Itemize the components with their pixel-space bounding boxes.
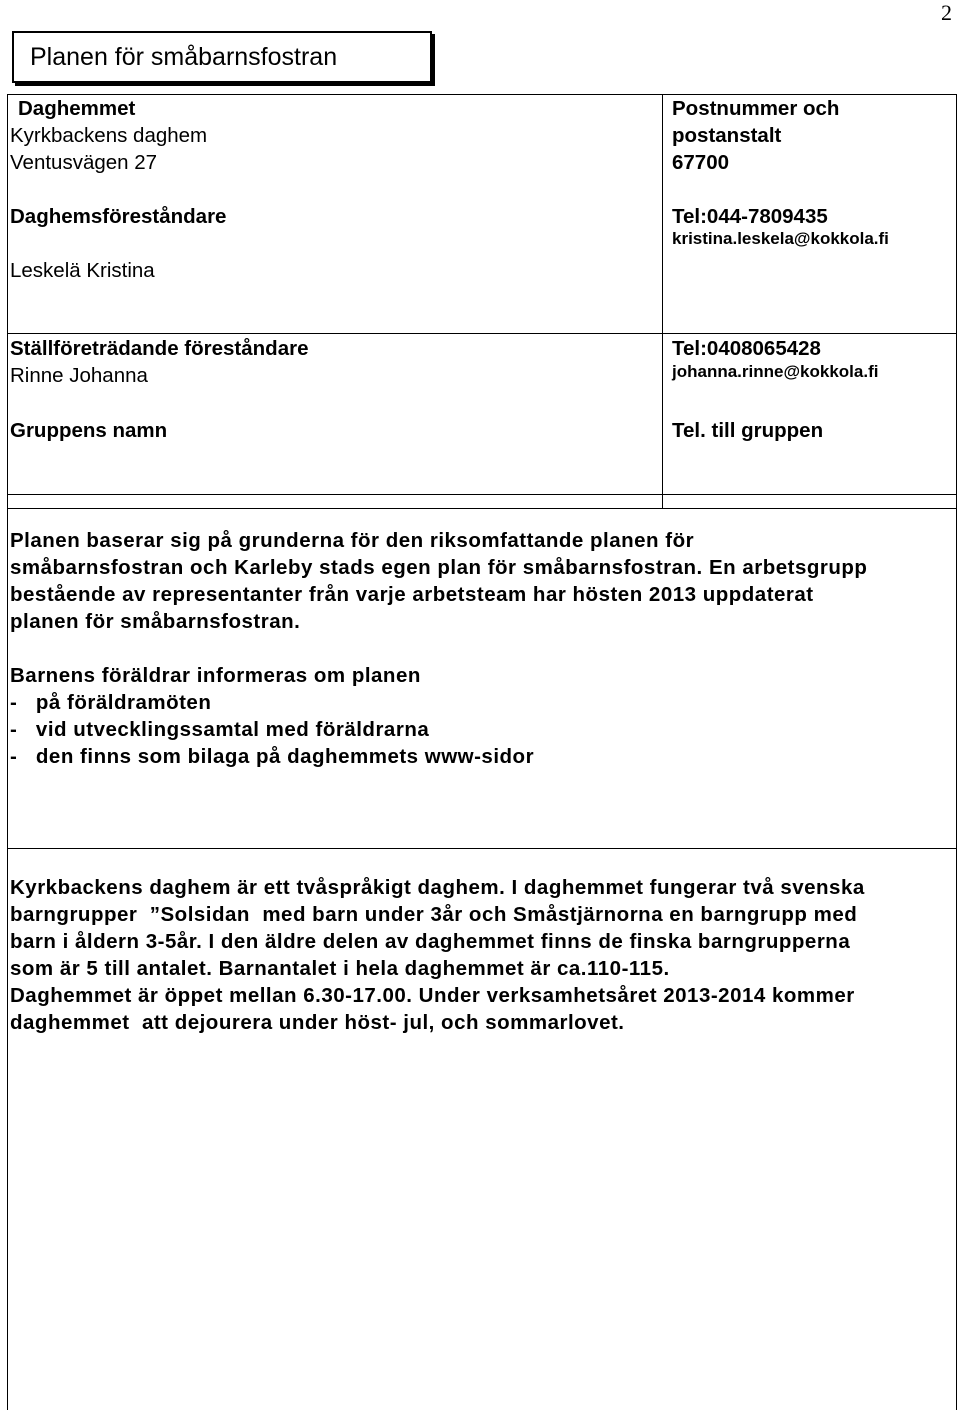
info-bullet: - vid utvecklingssamtal med föräldrarna (10, 718, 430, 741)
daghemmet-name: Kyrkbackens daghem (10, 124, 208, 147)
postnummer-label-line1: Postnummer och (672, 97, 840, 120)
plan-paragraph-line: småbarnsfostran och Karleby stads egen plan för småbarnsfostran. En arbetsgrupp (10, 556, 868, 579)
info-bullet: - den finns som bilaga på daghemmets www-sidor (10, 745, 535, 768)
gruppens-namn-label: Gruppens namn (10, 419, 168, 442)
page-title: Planen för småbarnsfostran (30, 43, 338, 71)
postnummer-value: 67700 (672, 151, 730, 174)
forestandare-email[interactable]: kristina.leskela@kokkola.fi (672, 229, 889, 248)
table-row-divider (7, 848, 957, 849)
table-column-divider (662, 94, 663, 494)
stallforetradande-name: Rinne Johanna (10, 364, 148, 387)
plan-paragraph-line: Planen baserar sig på grunderna för den riksomfattande planen för (10, 529, 695, 552)
forestandare-name: Leskelä Kristina (10, 259, 155, 282)
forestandare-label: Daghemsföreståndare (10, 205, 227, 228)
table-column-divider-stub (662, 494, 663, 508)
plan-paragraph-line: planen för småbarnsfostran. (10, 610, 301, 633)
daghem-paragraph-line: barngrupper ”Solsidan med barn under 3år och Småstjärnorna en barngrupp med (10, 903, 858, 926)
daghemmet-address: Ventusvägen 27 (10, 151, 158, 174)
table-row-divider (7, 333, 957, 334)
stallforetradande-phone: Tel:0408065428 (672, 337, 821, 360)
daghemmet-label: Daghemmet (18, 97, 136, 120)
title-box (12, 31, 432, 83)
stallforetradande-email[interactable]: johanna.rinne@kokkola.fi (672, 362, 879, 381)
daghem-paragraph-line: daghemmet att dejourera under höst- jul, och sommarlovet. (10, 1011, 625, 1034)
page-number: 2 (941, 0, 952, 25)
plan-paragraph-line: bestående av representanter från varje arbetsteam har hösten 2013 uppdaterat (10, 583, 814, 606)
daghem-paragraph-line: barn i åldern 3-5år. I den äldre delen av daghemmet finns de finska barngrupperna (10, 930, 851, 953)
info-bullet: - på föräldramöten (10, 691, 212, 714)
stallforetradande-label: Ställföreträdande föreståndare (10, 337, 309, 360)
daghem-paragraph-line: Kyrkbackens daghem är ett tvåspråkigt daghem. I daghemmet fungerar två svenska (10, 876, 865, 899)
forestandare-phone: Tel:044-7809435 (672, 205, 828, 228)
daghem-paragraph-line: som är 5 till antalet. Barnantalet i hela daghemmet är ca.110-115. (10, 957, 670, 980)
info-heading: Barnens föräldrar informeras om planen (10, 664, 421, 687)
postnummer-label-line2: postanstalt (672, 124, 782, 147)
table-row-divider (7, 508, 957, 509)
table-row-divider (7, 494, 957, 495)
daghem-paragraph-line: Daghemmet är öppet mellan 6.30-17.00. Under verksamhetsåret 2013-2014 kommer (10, 984, 855, 1007)
gruppen-phone-label: Tel. till gruppen (672, 419, 824, 442)
